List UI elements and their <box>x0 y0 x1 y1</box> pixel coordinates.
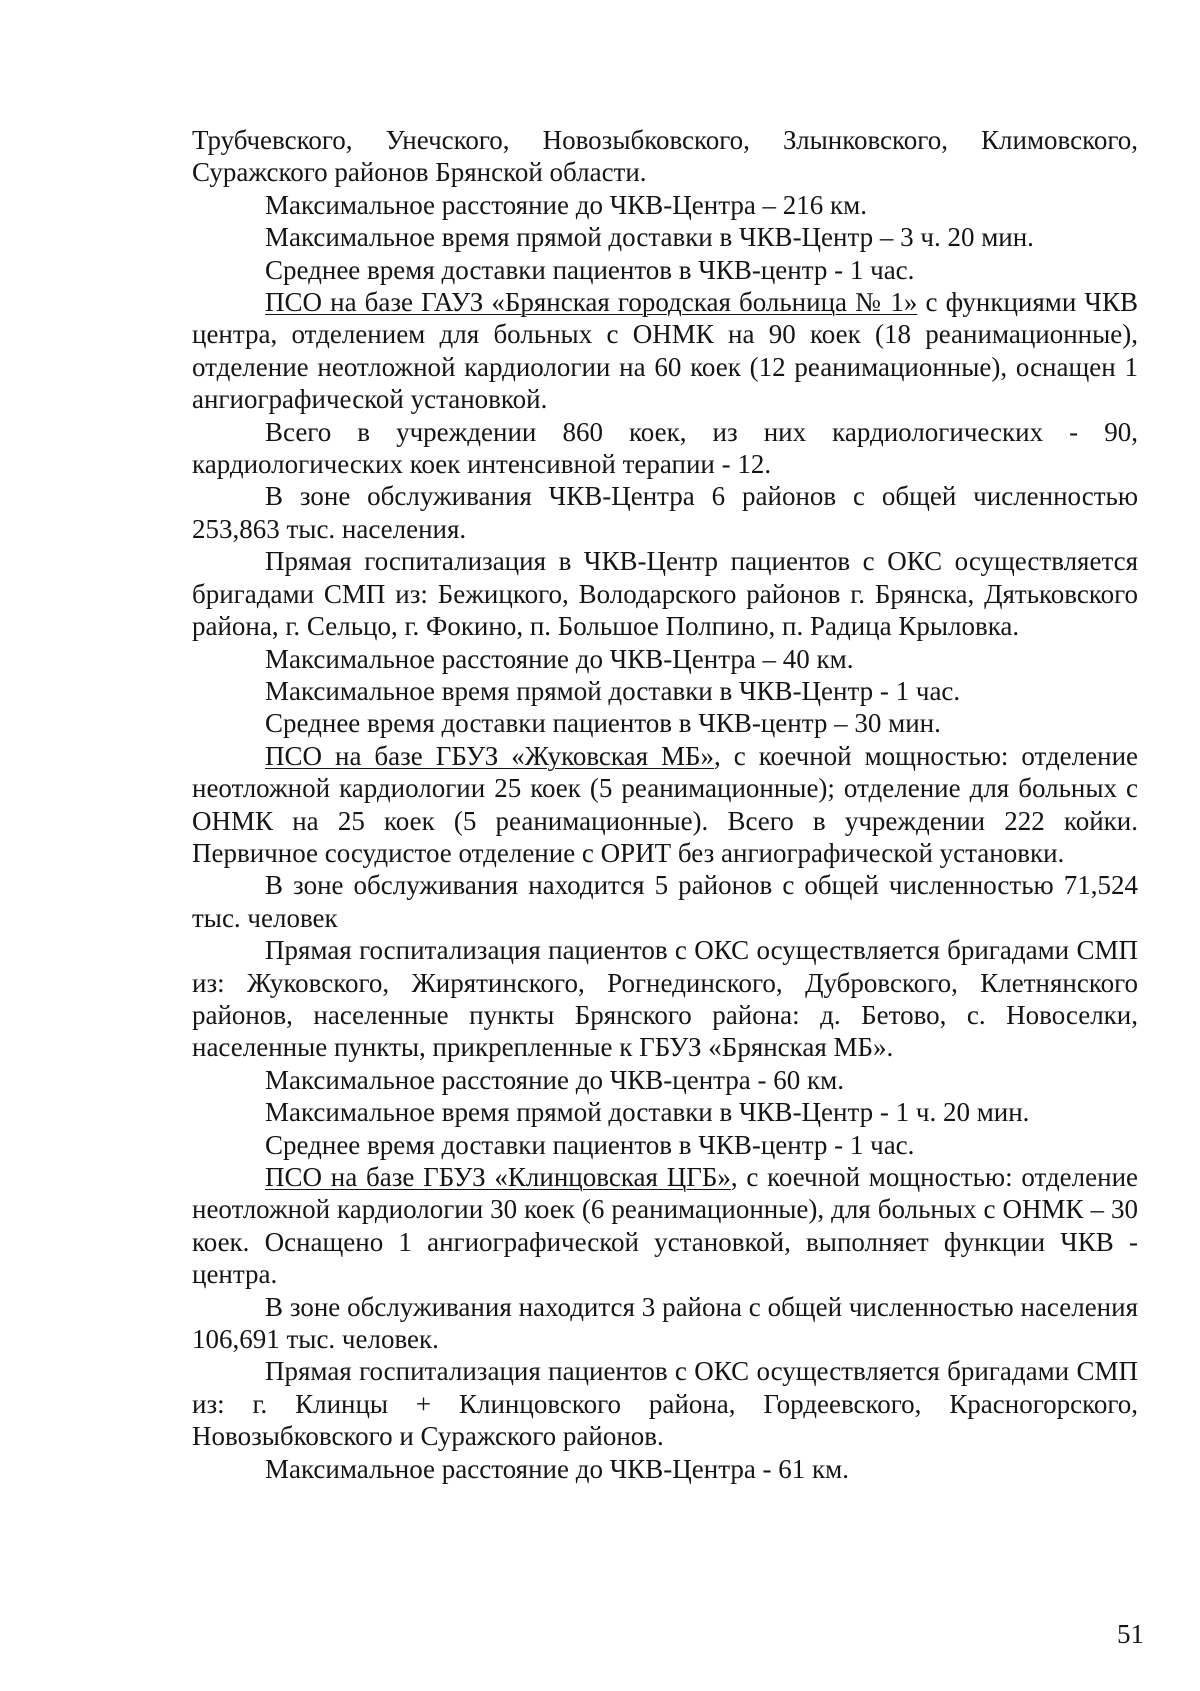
paragraph-max-distance <box>192 1453 1138 1485</box>
paragraph-pso-zhukovka <box>192 740 1138 870</box>
paragraph-text: Максимальное время прямой доставки в ЧКВ-Центр – 3 ч. 20 мин. <box>265 222 1034 253</box>
document-body <box>192 124 1138 1485</box>
facility-name-heading: ПСО на базе ГБУЗ «Жуковская МБ» <box>265 740 715 771</box>
paragraph-text: В зоне обслуживания находится 5 районов с общей численностью 71,524 тыс. человек <box>192 870 1138 933</box>
paragraph-text: Максимальное время прямой доставки в ЧКВ-Центр - 1 час. <box>265 675 961 706</box>
paragraph-text: Максимальное расстояние до ЧКВ-центра - 60 км. <box>265 1064 844 1095</box>
paragraph-text: Прямая госпитализация пациентов с ОКС осуществляется бригадами СМП из: Жуковского, Жирятинского, Рогнединского, Дубровского, Клетнянского районов, населенные пункты Брянского района: д. Бетово, с. Новоселки, населенные пункты, прикрепленные к ГБУЗ «Брянская МБ». <box>192 935 1138 1063</box>
paragraph-avg-delivery-time <box>192 254 1138 286</box>
paragraph-text: , с коечной мощностью: отделение неотложной кардиологии 25 коек (5 реанимационные); отделение для больных с ОНМК на 25 коек (5 реанимационные). Всего в учреждении 222 койки. Первичное сосудистое отделение с ОРИТ без ангиографической установки. <box>192 740 1139 868</box>
paragraph-text: Максимальное расстояние до ЧКВ-Центра - 61 км. <box>265 1453 850 1484</box>
paragraph-text: Среднее время доставки пациентов в ЧКВ-центр - 1 час. <box>265 254 915 285</box>
paragraph-bed-totals <box>192 416 1138 481</box>
paragraph-pso-klintsy <box>192 1161 1138 1291</box>
paragraph-pso-bryansk-hospital-1 <box>192 286 1138 416</box>
paragraph-text: Всего в учреждении 860 коек, из них кардиологических - 90, кардиологических коек интенсивной терапии - 12. <box>192 416 1138 480</box>
paragraph-districts-list <box>192 124 1138 189</box>
paragraph-max-delivery-time <box>192 675 1138 707</box>
page-number: 51 <box>1117 1619 1144 1649</box>
paragraph-text: Среднее время доставки пациентов в ЧКВ-центр - 1 час. <box>265 1129 915 1160</box>
paragraph-max-distance <box>192 643 1138 675</box>
facility-name-heading: ПСО на базе ГБУЗ «Клинцовская ЦГБ» <box>265 1162 731 1192</box>
facility-name-heading: ПСО на базе ГАУЗ «Брянская городская больница № 1» <box>265 287 918 318</box>
paragraph-max-distance <box>192 1064 1138 1096</box>
paragraph-direct-hospitalization <box>192 1355 1138 1452</box>
paragraph-text: В зоне обслуживания ЧКВ-Центра 6 районов с общей численностью 253,863 тыс. населения. <box>192 481 1138 544</box>
paragraph-direct-hospitalization <box>192 934 1138 1064</box>
paragraph-direct-hospitalization <box>192 545 1138 642</box>
paragraph-service-zone <box>192 1291 1138 1356</box>
paragraph-text: Среднее время доставки пациентов в ЧКВ-центр – 30 мин. <box>265 708 941 739</box>
paragraph-service-zone <box>192 869 1138 934</box>
paragraph-text: Максимальное время прямой доставки в ЧКВ-Центр - 1 ч. 20 мин. <box>265 1097 1030 1128</box>
paragraph-max-distance <box>192 189 1138 221</box>
paragraph-text: Прямая госпитализация пациентов с ОКС осуществляется бригадами СМП из: г. Клинцы + Клинцовского района, Гордеевского, Красногорского, Новозыбковского и Суражского районов. <box>192 1356 1138 1452</box>
paragraph-avg-delivery-time <box>192 707 1138 739</box>
paragraph-max-delivery-time <box>192 1096 1138 1128</box>
paragraph-text: В зоне обслуживания находится 3 района с общей численностью населения 106,691 тыс. человек. <box>192 1291 1138 1355</box>
paragraph-text: Трубчевского, Унечского, Новозыбковского, Злынковского, Климовского, Суражского районов Брянской области. <box>192 125 1138 188</box>
paragraph-max-delivery-time <box>192 221 1138 253</box>
paragraph-text: Максимальное расстояние до ЧКВ-Центра – 216 км. <box>265 189 868 220</box>
paragraph-text: , с коечной мощностью: отделение неотложной кардиологии 30 коек (6 реанимационные), для больных с ОНМК – 30 коек. Оснащено 1 ангиографической установкой, выполняет функции ЧКВ - центра. <box>192 1162 1139 1290</box>
paragraph-text: Прямая госпитализация в ЧКВ-Центр пациентов с ОКС осуществляется бригадами СМП из: Бежицкого, Володарского районов г. Брянска, Дятьковского района, г. Сельцо, г. Фокино, п. Большое Полпино, п. Радица Крыловка. <box>192 546 1138 642</box>
paragraph-text: Максимальное расстояние до ЧКВ-Центра – 40 км. <box>265 643 854 674</box>
paragraph-service-zone <box>192 480 1138 545</box>
paragraph-text: с функциями ЧКВ центра, отделением для больных с ОНМК на 90 коек (18 реанимационные), отделение неотложной кардиологии на 60 коек (12 реанимационные), оснащен 1 ангиографической установкой. <box>192 287 1138 415</box>
paragraph-avg-delivery-time <box>192 1129 1138 1161</box>
